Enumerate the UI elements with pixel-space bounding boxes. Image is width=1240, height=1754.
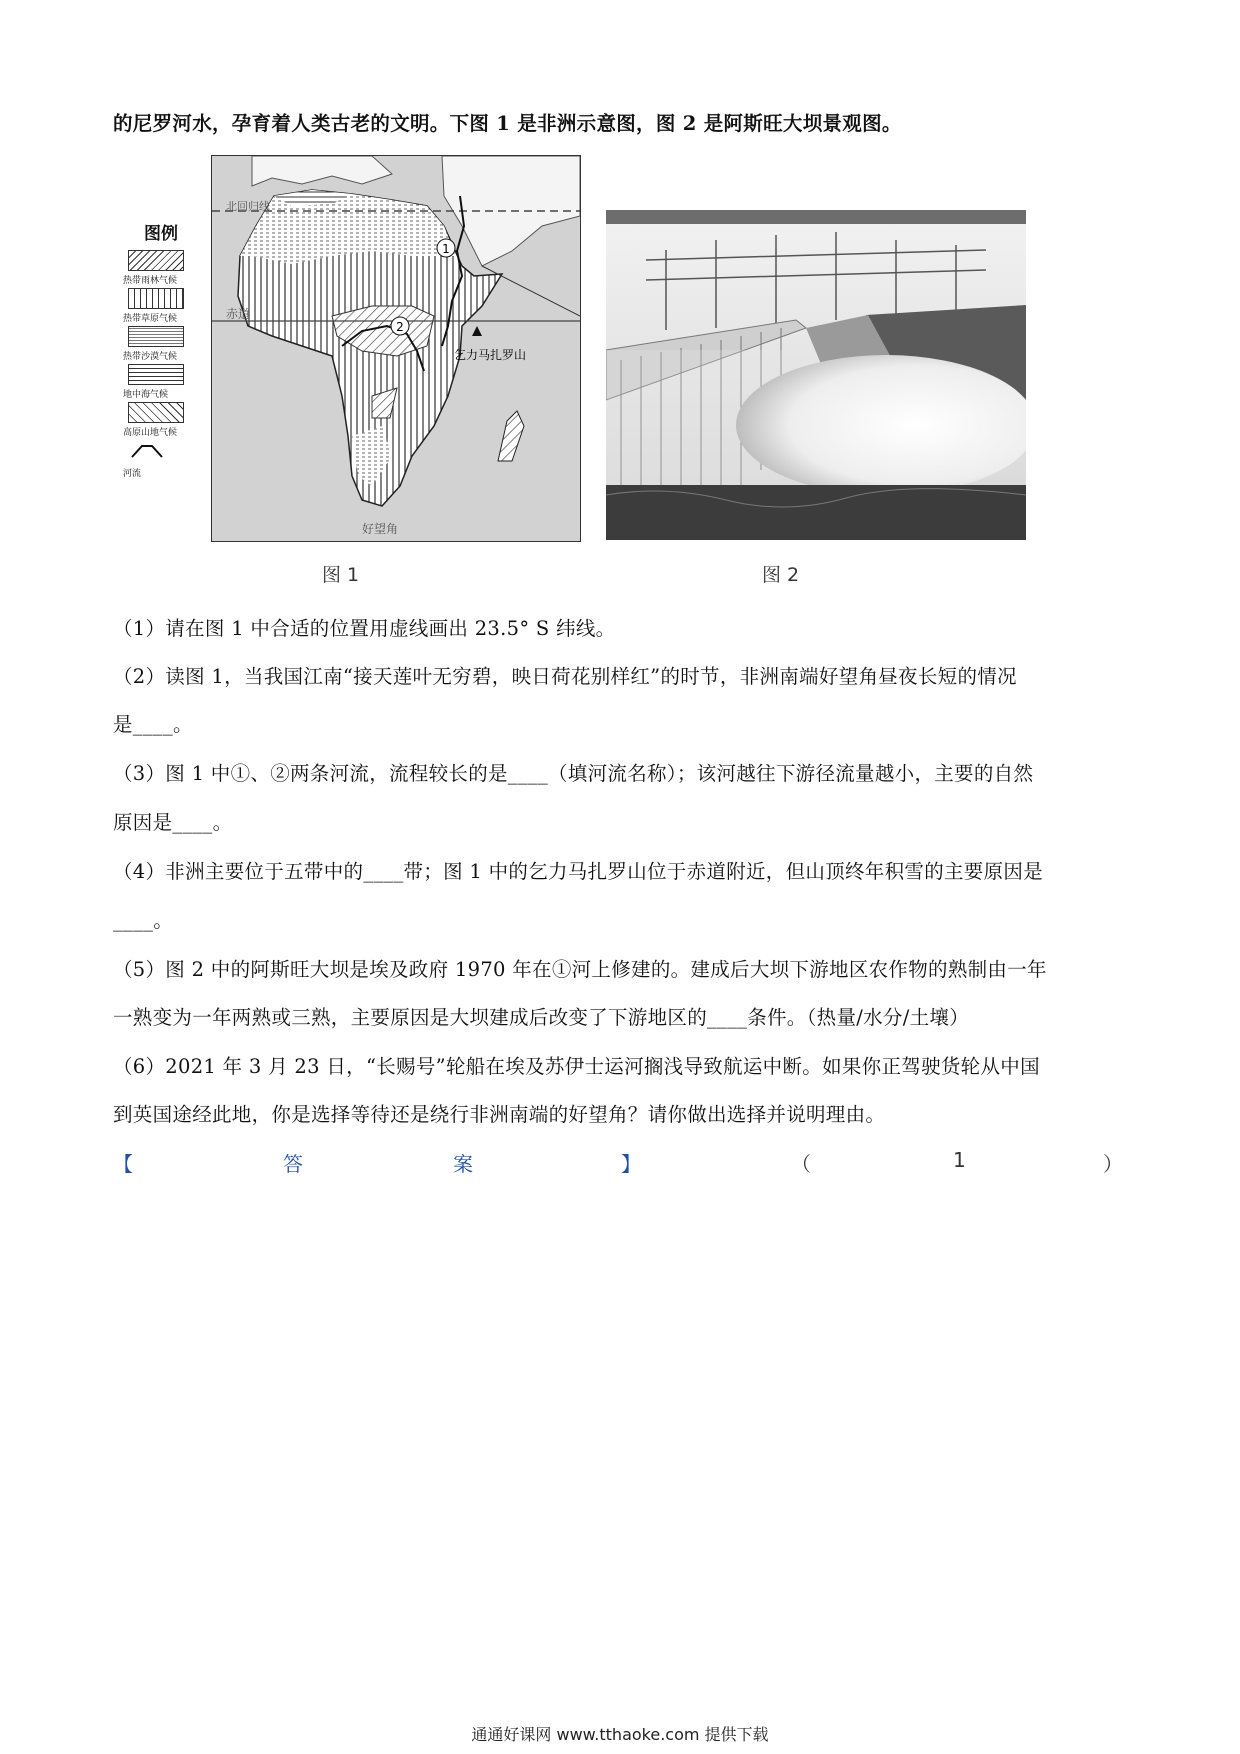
river-1-label: 1 [442, 242, 450, 256]
legend-item [118, 326, 198, 364]
desert-swatch [128, 326, 184, 347]
question-line: （6）2021 年 3 月 23 日，“长赐号”轮船在埃及苏伊士运河搁浅导致航运中断。如果你正驾驶货轮从中国 [113, 1055, 1040, 1078]
answer-open-bracket: 【 [113, 1152, 133, 1176]
figures-area [0, 155, 1240, 595]
answer-header [113, 1148, 1123, 1178]
question-line: ____。 [113, 909, 173, 932]
page-footer: 通通好课网 www.tthaoke.com 提供下载 [471, 1725, 769, 1744]
question-line: 到英国途经此地，你是选择等待还是绕行非洲南端的好望角？请你做出选择并说明理由。 [113, 1103, 886, 1126]
question-line: （5）图 2 中的阿斯旺大坝是埃及政府 1970 年在①河上修建的。建成后大坝下游地区农作物的熟制由一年 [113, 958, 1047, 981]
mountain-label: 乞力马扎罗山 [454, 348, 527, 362]
legend-label: 河流 [123, 469, 142, 479]
africa-map [211, 155, 581, 542]
fig1-caption: 图 1 [322, 564, 360, 586]
mediterranean-swatch [128, 364, 184, 385]
answer-open-paren: （ [791, 1152, 811, 1176]
tropic-label: 北回归线 [226, 200, 270, 213]
legend-item [118, 440, 198, 478]
question-line: （3）图 1 中①、②两条河流，流程较长的是____（填河流名称）；该河越往下游径流量越小，主要的自然 [113, 762, 1034, 785]
fig2-caption: 图 2 [762, 564, 800, 586]
question-line: 是____。 [113, 713, 193, 736]
river-symbol-icon [118, 440, 178, 460]
africa-map-svg [212, 156, 580, 541]
map-legend [118, 219, 198, 478]
legend-item [118, 402, 198, 440]
rainforest-swatch [128, 250, 184, 271]
legend-item [118, 288, 198, 326]
legend-label: 热带雨林气候 [123, 276, 178, 286]
legend-label: 高原山地气候 [123, 428, 178, 438]
equator-label: 赤道 [226, 307, 251, 321]
answer-char: 案 [453, 1152, 473, 1176]
aswan-dam-photo [606, 210, 1026, 540]
legend-item [118, 250, 198, 288]
legend-label: 地中海气候 [123, 390, 169, 400]
legend-label: 热带沙漠气候 [123, 352, 178, 362]
question-line: （2）读图 1，当我国江南“接天莲叶无穷碧，映日荷花别样红”的时节，非洲南端好望角昼夜长短的情况 [113, 665, 1017, 688]
savanna-swatch [128, 288, 184, 309]
aswan-dam-svg [606, 210, 1026, 540]
question-line: （4）非洲主要位于五带中的____带；图 1 中的乞力马扎罗山位于赤道附近，但山顶终年积雪的主要原因是 [113, 860, 1044, 883]
answer-char: 答 [283, 1152, 303, 1176]
answer-close-bracket: 】 [621, 1152, 641, 1176]
intro-text: 的尼罗河水，孕育着人类古老的文明。下图 1 是非洲示意图，图 2 是阿斯旺大坝景观图。 [113, 112, 902, 135]
answer-close-paren: ） [1103, 1152, 1123, 1176]
question-line: 一熟变为一年两熟或三熟，主要原因是大坝建成后改变了下游地区的____条件。（热量/水分/土壤） [113, 1006, 969, 1029]
legend-title: 图例 [144, 224, 178, 244]
legend-item [118, 364, 198, 402]
river-2-label: 2 [396, 320, 404, 334]
highland-swatch [128, 402, 184, 423]
legend-label: 热带草原气候 [123, 314, 178, 324]
mountain-marker-icon [472, 326, 482, 336]
answer-number: 1 [953, 1148, 966, 1172]
question-line: （1）请在图 1 中合适的位置用虚线画出 23.5° S 纬线。 [113, 617, 616, 640]
question-line: 原因是____。 [113, 811, 233, 834]
cape-label: 好望角 [362, 522, 399, 536]
